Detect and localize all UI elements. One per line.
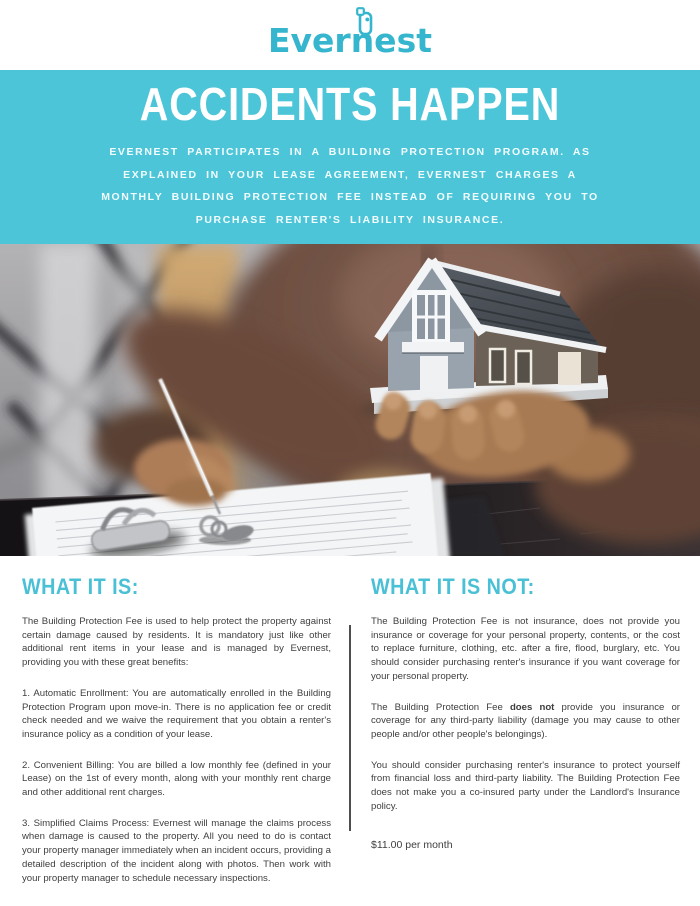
left-paragraph-1: The Building Protection Fee is used to help protect the property against certain damage caused by residents. It is mandatory just like other additional rent items in your lease and is managed by Evernest, providing you with these great benefits:	[22, 616, 331, 669]
hero-banner	[0, 70, 700, 244]
column-divider	[349, 625, 351, 831]
left-paragraph-3: 2. Convenient Billing: You are billed a low monthly fee (defined in your Lease) on the 1st of every month, along with your monthly rent charge and other additional rent charges.	[22, 759, 331, 799]
what-it-is-not-column	[371, 566, 680, 902]
right-paragraph-3: You should consider purchasing renter's insurance to protect yourself from financial loss and third-party liability. The Building Protection Fee does not make you a co-insured party under the Landlord's Insurance policy.	[371, 759, 680, 812]
left-paragraph-4: 3. Simplified Claims Process: Evernest will manage the claims process when damage is caused to the property. All you need to do is contact your property manager immediately when an incident occurs, providing a detailed description of the incident along with photos. Then work with your property manager to schedule necessary inspections.	[22, 817, 331, 884]
page-title: ACCIDENTS HAPPEN	[139, 78, 561, 130]
right-paragraph-1: The Building Protection Fee is not insurance, does not provide you insurance or coverage for your personal property, contents, or the cost to replace furniture, clothing, etc. after a fire, flood, burglary, etc. You should consider purchasing renter's insurance if you want coverage for your personal property.	[371, 616, 680, 682]
column-gap	[331, 566, 371, 902]
window-ledge	[402, 342, 464, 353]
evernest-logo	[268, 21, 432, 60]
content-columns	[0, 556, 700, 902]
right-heading: WHAT IT IS NOT:	[371, 574, 535, 599]
subtitle-line: MONTHLY BUILDING PROTECTION FEE INSTEAD OF REQUIRING YOU TO	[101, 191, 599, 203]
door-icon	[355, 7, 375, 37]
subtitle-line: EXPLAINED IN YOUR LEASE AGREEMENT, EVERNEST CHARGES A	[123, 168, 577, 181]
side-door	[558, 352, 581, 385]
left-paragraph-2: 1. Automatic Enrollment: You are automatically enrolled in the Building Protection Program upon move-in. There is no application fee or credit check needed and we waive the requirement that you obtain a renter's insurance policy as a condition of your lease.	[22, 687, 331, 740]
p2-bold: does not	[509, 701, 555, 713]
photo-illustration	[0, 244, 700, 556]
p2-after: provide you insurance or coverage for any third-party liability (damage you may cause to other people and/or other people's belongings).	[371, 701, 680, 740]
monthly-price: $11.00 per month	[371, 839, 453, 852]
left-heading: WHAT IT IS:	[22, 574, 139, 599]
header	[0, 0, 700, 70]
front-door	[420, 356, 448, 391]
banner-subtitle	[0, 141, 700, 231]
what-it-is-column	[22, 566, 331, 902]
right-paragraph-2	[371, 701, 680, 742]
side-window	[516, 351, 531, 384]
logo-text: Evernest	[267, 21, 432, 60]
hero-photo	[0, 244, 700, 556]
subtitle-line: PURCHASE RENTER'S LIABILITY INSURANCE.	[195, 213, 505, 226]
side-window	[490, 349, 505, 382]
subtitle-line: EVERNEST PARTICIPATES IN A BUILDING PROTECTION PROGRAM. AS	[109, 146, 591, 158]
p2-before: The Building Protection Fee	[371, 701, 510, 713]
